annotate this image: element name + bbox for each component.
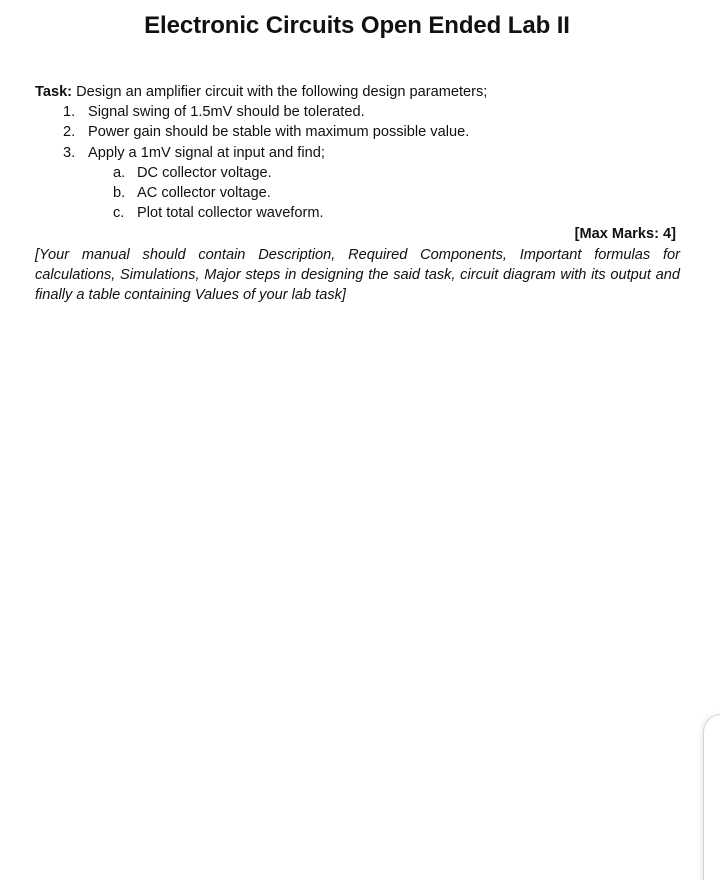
requirement-item bbox=[35, 102, 680, 122]
requirement-text: Apply a 1mV signal at input and find; bbox=[88, 144, 325, 161]
requirement-text: Power gain should be stable with maximum possible value. bbox=[88, 124, 470, 141]
sub-item-text: AC collector voltage. bbox=[137, 185, 271, 202]
task-text: Design an amplifier circuit with the following design parameters; bbox=[72, 84, 488, 100]
sub-item bbox=[35, 203, 680, 223]
requirement-number: 1. bbox=[63, 104, 76, 121]
requirement-item bbox=[35, 122, 680, 142]
sub-item-letter: c. bbox=[113, 205, 125, 222]
max-marks: [Max Marks: 4] bbox=[574, 226, 676, 243]
sub-item-text: Plot total collector waveform. bbox=[137, 205, 324, 222]
task-statement bbox=[35, 82, 680, 102]
manual-instructions: [Your manual should contain Description, Required Components, Important formulas for calculations, Simulations, Major steps in designing the said task, circuit diagram with its output and finally a table containing Values of your lab task] bbox=[35, 246, 680, 304]
document-body bbox=[35, 82, 680, 305]
requirement-item bbox=[35, 143, 680, 163]
sub-item bbox=[35, 163, 680, 183]
requirement-number: 3. bbox=[63, 144, 76, 161]
sub-items-list bbox=[35, 163, 680, 224]
requirement-text: Signal swing of 1.5mV should be tolerated. bbox=[88, 104, 365, 121]
document-title: Electronic Circuits Open Ended Lab II bbox=[144, 12, 570, 39]
requirement-number: 2. bbox=[63, 124, 76, 141]
page-curl-edge bbox=[703, 714, 720, 880]
sub-item-text: DC collector voltage. bbox=[137, 164, 272, 181]
sub-item-letter: b. bbox=[113, 185, 126, 202]
sub-item bbox=[35, 183, 680, 203]
task-label: Task: bbox=[35, 84, 73, 100]
sub-item-letter: a. bbox=[113, 164, 126, 181]
requirements-list bbox=[35, 102, 680, 163]
